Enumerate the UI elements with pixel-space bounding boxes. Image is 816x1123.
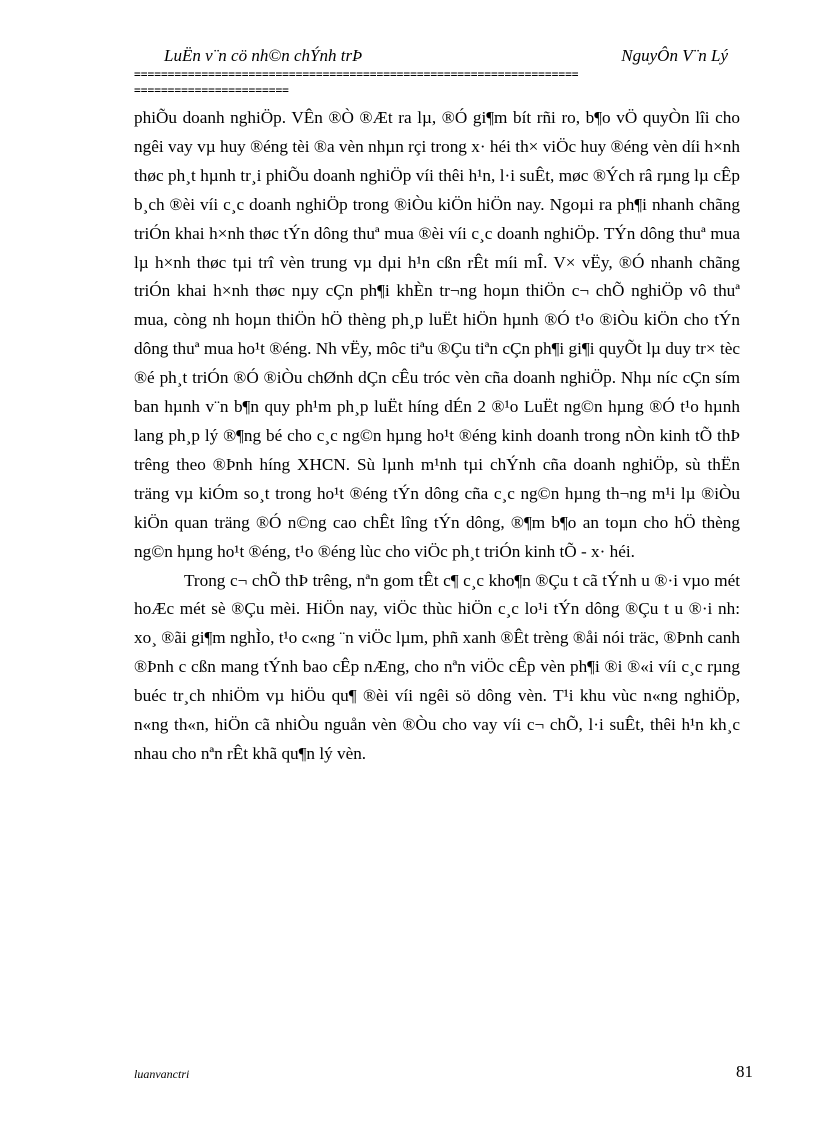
- running-header: [134, 46, 738, 70]
- header-rule-line-1: ==================================================================: [134, 68, 579, 81]
- header-thesis-title: LuËn v¨n cö nh©n chÝnh trÞ: [164, 46, 363, 65]
- page-number: 81: [736, 1062, 753, 1081]
- body-paragraph-1: phiÕu doanh nghiÖp. VÊn ®Ò ®Æt ra lµ, ®Ó gi¶m bít rñi ro, b¶o vÖ quyÒn lîi cho ngêi vay vµ huy ®éng tèi ®a vèn nhµn rçi trong x· héi th× viÖc huy ®éng vèn díi h×nh thøc ph¸t hµnh tr¸i phiÕu doanh nghiÖp víi thêi h¹n, l·i suÊt, møc ®Ých râ rµng lµ cÊp b¸ch ®èi víi c¸c doanh nghiÖp trong ®iÒu kiÖn hiÖn nay. Ngoµi ra ph¶i nhanh chãng triÓn khai h×nh thøc tÝn dông thuª mua ®èi víi c¸c doanh nghiÖp. TÝn dông thuª mua lµ h×nh thøc tµi trî vèn trung vµ dµi h¹n cßn rÊt míi mÎ. V× vËy, ®Ó nhanh chãng triÓn khai h×nh thøc nµy cÇn ph¶i khÈn tr¬ng hoµn thiÖn c¬ chÕ nghiÖp vô thuª mua, còng nh hoµn thiÖn hÖ thèng ph¸p luËt hiÖn hµnh ®Ó t¹o ®iÒu kiÖn cho tÝn dông thuª mua ho¹t ®éng. Nh vËy, môc tiªu ®Çu tiªn cÇn ph¶i gi¶i quyÕt lµ duy tr× tèc ®é ph¸t triÓn ®Ó ®iÒu chØnh dÇn cÊu tróc vèn cña doanh nghiÖp. Nhµ níc cÇn sím ban hµnh v¨n b¶n quy ph¹m ph¸p luËt híng dÉn 2 ®¹o LuËt ng©n hµng ®Ó t¹o hµnh lang ph¸p lý ®¶ng bé cho c¸c ng©n hµng ho¹t ®éng kinh doanh trong nÒn kinh tÕ thÞ trêng theo ®Þnh híng XHCN. Sù lµnh m¹nh tµi chÝnh cña doanh nghiÖp, sù thËn träng vµ kiÓm so¸t trong ho¹t ®éng tÝn dông cña c¸c ng©n hµng th¬ng m¹i lµ ®iÒu kiÖn quan träng ®Ó n©ng cao chÊt lîng tÝn dông, ®¶m b¶o an toµn cho hÖ thèng ng©n hµng ho¹t ®éng, t¹o ®éng lùc cho viÖc ph¸t triÓn kinh tÕ - x· héi.: [134, 108, 740, 561]
- body-text: [134, 104, 740, 769]
- footer-source-label: luanvanctri: [134, 1067, 190, 1081]
- header-rule-line-2: =======================: [134, 84, 289, 97]
- header-author-name: NguyÔn V¨n Lý: [621, 46, 728, 65]
- body-paragraph-2: Trong c¬ chÕ thÞ trêng, nªn gom tÊt c¶ c¸c kho¶n ®Çu t cã tÝnh u ®·i vµo mét hoÆc mét sè ®Çu mèi. HiÖn nay, viÖc thùc hiÖn c¸c lo¹i tÝn dông ®Çu t u ®·i nh: xo¸ ®ãi gi¶m nghÌo, t¹o c«ng ¨n viÖc lµm, phñ xanh ®Êt trèng ®åi nói träc, ®Þnh canh ®Þnh c cßn mang tÝnh bao cÊp nÆng, cho nªn viÖc cÊp vèn ph¶i ®i ®«i víi c¸c rµng buéc tr¸ch nhiÖm vµ hiÖu qu¶ ®èi víi ngêi sö dông vèn. T¹i khu vùc n«ng nghiÖp, n«ng th«n, hiÖn cã nhiÒu nguån vèn ®Òu cho vay víi c¬ chÕ, l·i suÊt, thêi h¹n kh¸c nhau cho nªn rÊt khã qu¶n lý vèn.: [134, 570, 740, 763]
